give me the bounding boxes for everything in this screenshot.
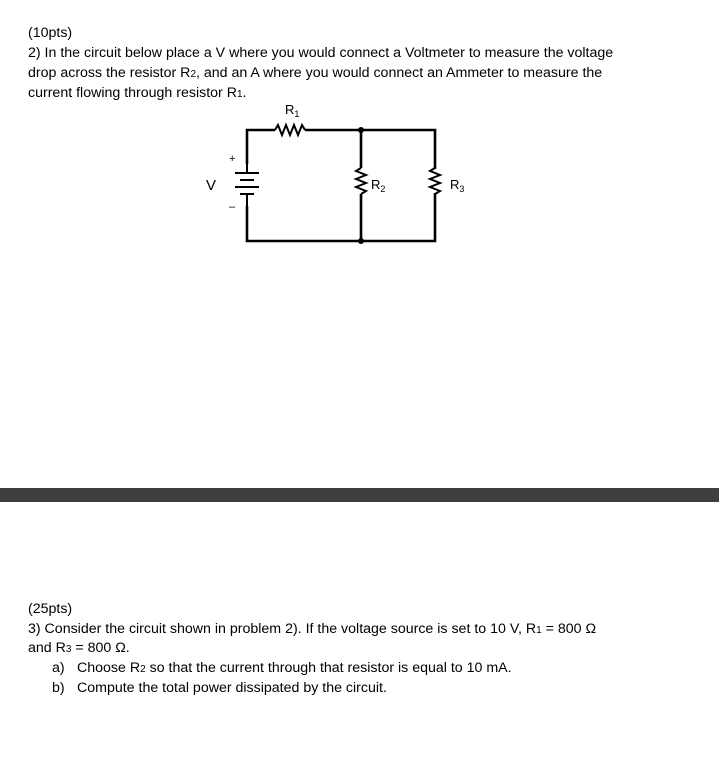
r1-label: $R_1$ xyxy=(285,102,300,119)
problem3-points: (25pts) xyxy=(28,601,73,617)
page-divider xyxy=(0,488,719,502)
resistor-r1 xyxy=(275,125,305,135)
problem3-text-line2: and R3 = 800 Ω. xyxy=(28,640,130,656)
problem2-text-line3: current flowing through resistor R1. xyxy=(28,85,247,101)
r3-label: $R_3$ xyxy=(450,177,465,194)
r2-label: $R_2$ xyxy=(371,177,386,194)
plus-sign: + xyxy=(229,153,236,165)
minus-sign: – xyxy=(229,201,236,213)
problem3-item-a: a) Choose R2 so that the current through that resistor is equal to 10 mA. xyxy=(52,660,512,676)
problem2-text-line2: drop across the resistor R2, and an A where you would connect an Ammeter to measure the xyxy=(28,65,603,81)
problem2-text-line1: 2) In the circuit below place a V where you would connect a Voltmeter to measure the voltage xyxy=(28,45,614,61)
problem2-points: (10pts) xyxy=(28,25,73,41)
junction-top xyxy=(358,127,364,133)
voltage-source-label: V xyxy=(206,177,217,194)
problem3-item-b: b) Compute the total power dissipated by the circuit. xyxy=(52,680,387,696)
circuit-diagram xyxy=(195,98,465,248)
problem3-text-line1: 3) Consider the circuit shown in problem 2). If the voltage source is set to 10 V, R1 = 800 Ω xyxy=(28,621,597,637)
wire-loop xyxy=(247,130,435,241)
junction-bottom xyxy=(358,238,364,244)
resistor-r2 xyxy=(356,168,366,194)
wire-left-top xyxy=(247,130,275,164)
